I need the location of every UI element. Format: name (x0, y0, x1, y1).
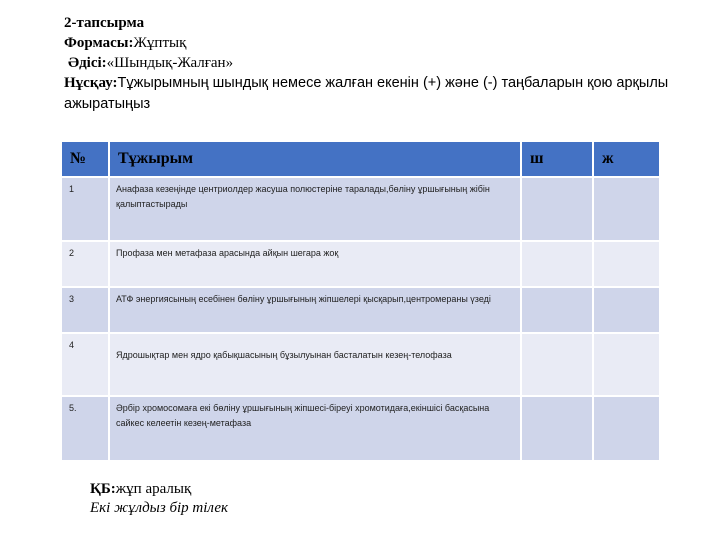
form-line (64, 33, 684, 53)
task-title-line (64, 13, 684, 33)
table-row (62, 397, 659, 460)
row-statement: Ядрошықтар мен ядро қабықшасының бұзылуынан басталатын кезең-телофаза (116, 350, 452, 360)
header-number: № (62, 142, 108, 176)
row-number: 2 (62, 242, 108, 286)
kb-line (90, 480, 228, 499)
statements-table (60, 140, 661, 462)
footer (90, 480, 228, 518)
false-mark-cell[interactable] (594, 242, 659, 286)
false-mark-cell[interactable] (594, 178, 659, 240)
true-mark-cell[interactable] (522, 242, 592, 286)
task-header (64, 13, 684, 115)
row-statement: Әрбір хромосомаға екі бөліну ұршығының жіпшесі-біреуі хромотидаға,екіншісі басқасына сайкес келеетін кезең-метафаза (110, 397, 520, 460)
true-mark-cell[interactable] (522, 334, 592, 395)
kb-value: жұп аралық (115, 481, 192, 497)
true-mark-cell[interactable] (522, 288, 592, 332)
row-statement-cell (110, 334, 520, 395)
false-mark-cell[interactable] (594, 288, 659, 332)
method-value: «Шындық-Жалған» (106, 55, 234, 71)
false-mark-cell[interactable] (594, 397, 659, 460)
form-label: Формасы: (64, 35, 134, 51)
row-statement: Профаза мен метафаза арасында айқын шегара жоқ (110, 242, 520, 286)
header-true: ш (522, 142, 592, 176)
instruction-text: Тұжырымның шындық немесе жалған екенін (+) және (-) таңбаларын қою арқылы ажыратыңыз (64, 75, 669, 112)
header-false: ж (594, 142, 659, 176)
false-mark-cell[interactable] (594, 334, 659, 395)
task-title: 2-тапсырма (64, 15, 145, 31)
motto: Екі жұлдыз бір тілек (90, 500, 228, 516)
row-statement: Анафаза кезеңінде центриолдер жасуша полюстеріне таралады,бөліну ұршығының жібін қалыптастырады (110, 178, 520, 240)
table-row (62, 288, 659, 332)
row-statement: АТФ энергиясының есебінен бөліну ұршығының жіпшелері қысқарып,центромераны үзеді (110, 288, 520, 332)
row-number: 5. (62, 397, 108, 460)
row-number: 3 (62, 288, 108, 332)
header-statement: Тұжырым (110, 142, 520, 176)
table-row (62, 178, 659, 240)
form-value: Жұптық (133, 35, 187, 51)
instruction-line (64, 73, 674, 115)
true-mark-cell[interactable] (522, 397, 592, 460)
row-number: 1 (62, 178, 108, 240)
instruction-label: Нұсқау: (64, 75, 118, 91)
kb-label: ҚБ: (90, 481, 116, 497)
table-header-row (62, 142, 659, 176)
true-mark-cell[interactable] (522, 178, 592, 240)
method-line (64, 53, 684, 73)
row-number: 4 (62, 334, 108, 395)
table-row (62, 242, 659, 286)
table-row (62, 334, 659, 395)
method-label: Әдісі: (68, 55, 107, 71)
